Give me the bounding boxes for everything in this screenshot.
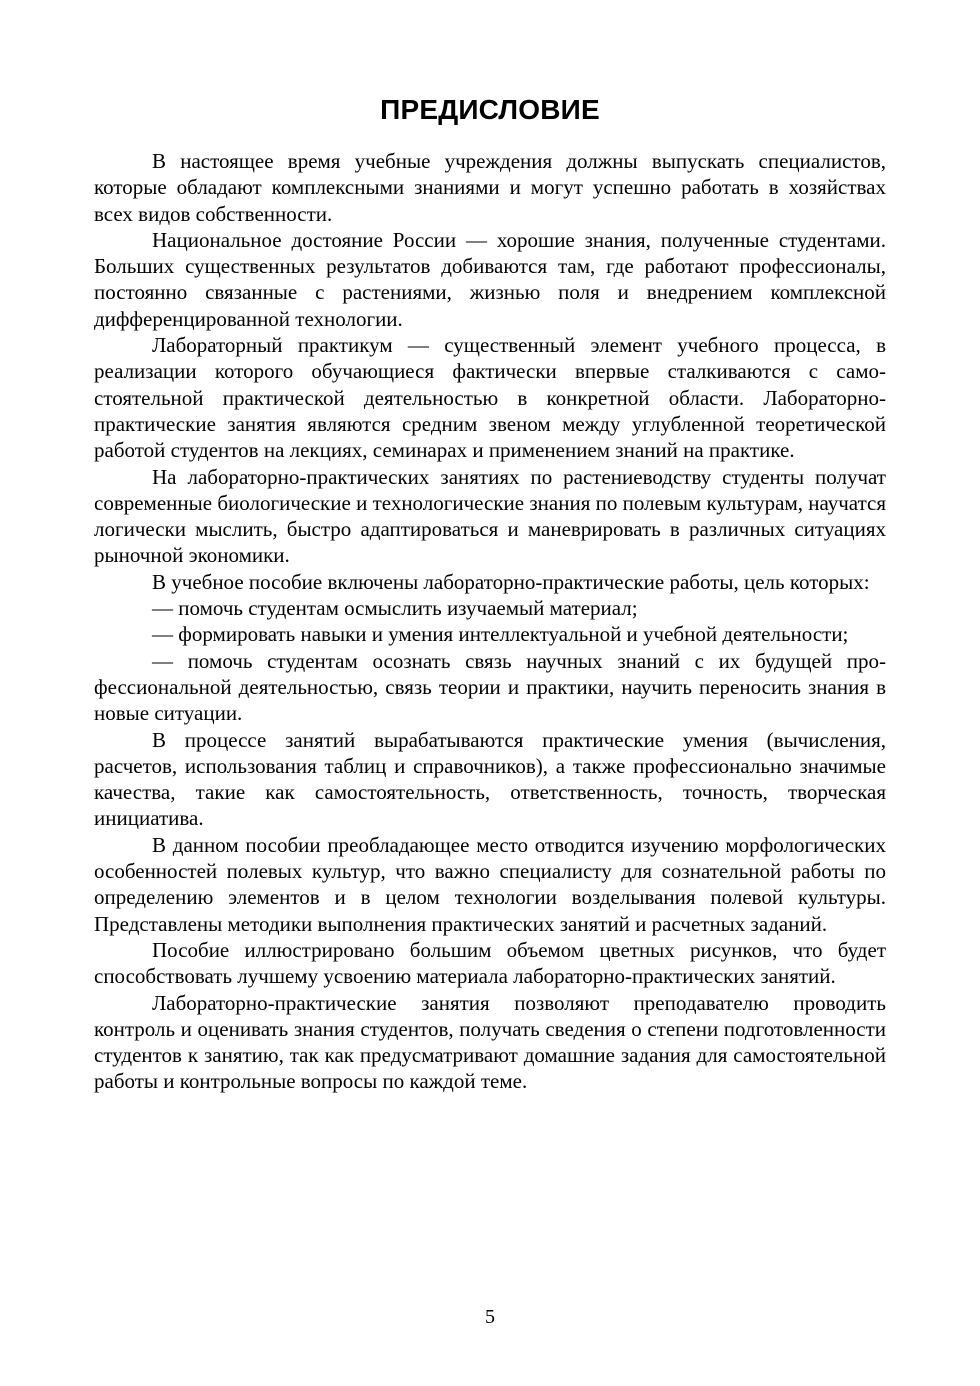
list-item: — помочь студентам осознать связь научных знаний с их будущей профессиональной деятельностью, связь теории и практики, научить переносить знания в новые ситуации. [94, 648, 886, 726]
page-number: 5 [485, 1306, 495, 1328]
body-text [94, 148, 886, 1095]
paragraph: В процессе занятий вырабатываются практические умения (вычисления, расчетов, использования таблиц и справочников), а также профессионально значимые качества, такие как самостоятельность, ответственность, точность, творческая инициатива. [94, 727, 886, 831]
paragraph: В данном пособии преобладающее место отводится изучению морфологических особенностей полевых культур, что важно специалисту для сознательной работы по определению элементов и в целом технологии возделывания полевой культуры. Представлены методики выполнения практических занятий и расчетных заданий. [94, 832, 886, 936]
paragraph: Лабораторный практикум — существенный элемент учебного процесса, в реализации которого обучающиеся фактически впервые сталкиваются с самостоятельной практической деятельностью в конкретной области. Лабораторно-практические занятия являются средним звеном между углубленной теоретической работой студентов на лекциях, семинарах и применением знаний на практике. [94, 333, 886, 463]
page-title: ПРЕДИСЛОВИЕ [380, 94, 600, 125]
paragraph: Лабораторно-практические занятия позволяют преподавателю проводить контроль и оценивать знания студентов, получать сведения о степени подготовленности студентов к занятию, так как предусматривают домашние задания для самостоятельной работы и контрольные вопросы по каждой теме. [94, 990, 886, 1094]
paragraph: В учебное пособие включены лабораторно-практические работы, цель которых: [152, 569, 870, 594]
paragraph: Национальное достояние России — хорошие знания, полученные студентами. Больших существенных результатов добиваются там, где работают профессионалы, постоянно связанные с растениями, жизнью поля и внедрением комплексной дифференцированной технологии. [94, 227, 886, 331]
paragraph: На лабораторно-практических занятиях по растениеводству студенты получат современные биологические и технологические знания по полевым культурам, научатся логически мыслить, быстро адаптироваться и маневрировать в различных ситуациях рыночной экономики. [94, 464, 886, 568]
paragraph: Пособие иллюстрировано большим объемом цветных рисунков, что будет способствовать лучшему усвоению материала лабораторно-практических занятий. [94, 937, 886, 989]
list-item: — помочь студентам осмыслить изучаемый материал; [152, 596, 638, 621]
list-item: — формировать навыки и умения интеллектуальной и учебной деятельности; [152, 622, 849, 647]
paragraph: В настоящее время учебные учреждения должны выпускать специалистов, которые обладают комплексными знаниями и могут успешно работать в хозяйствах всех видов собственности. [94, 149, 886, 226]
